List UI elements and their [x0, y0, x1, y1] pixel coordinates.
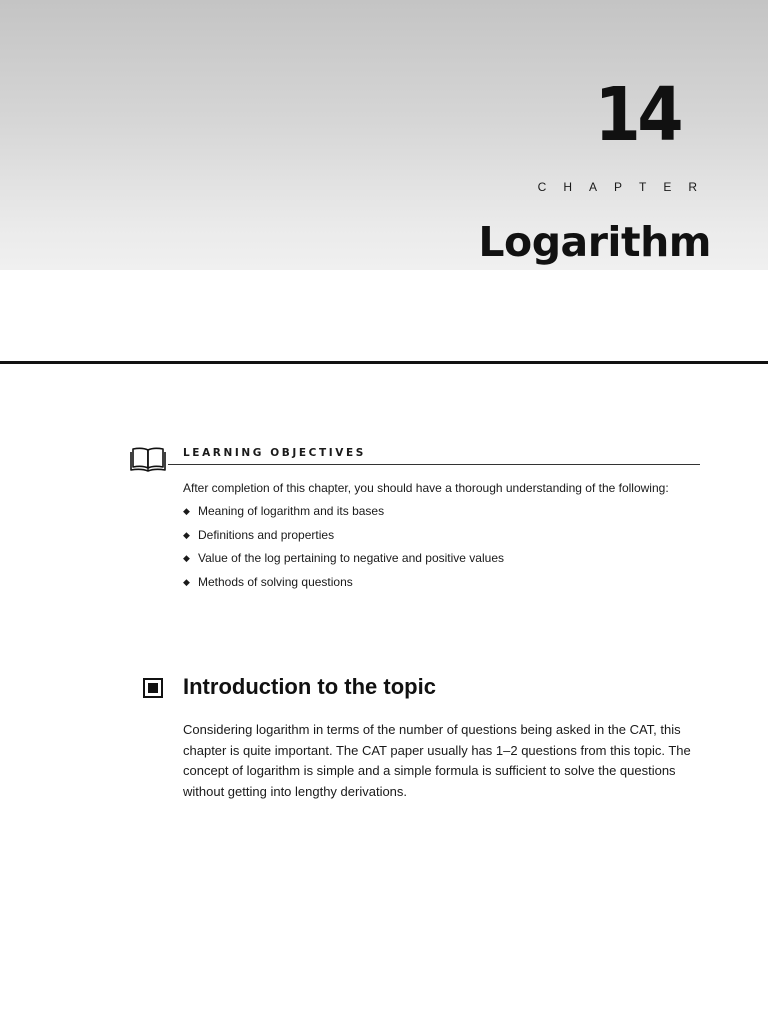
list-item: ◆ Meaning of logarithm and its bases — [183, 504, 385, 518]
list-item: ◆ Value of the log pertaining to negative and positive values — [183, 551, 504, 565]
paragraph-line: concept of logarithm is simple and a simple formula is sufficient to solve the questions — [183, 763, 676, 779]
diamond-bullet-icon: ◆ — [183, 506, 190, 516]
diamond-bullet-icon: ◆ — [183, 529, 190, 540]
diamond-bullet-icon: ◆ — [183, 553, 190, 563]
objectives-divider — [168, 464, 700, 465]
paragraph-line: Considering logarithm in terms of the number of questions being asked in the CAT, this — [183, 722, 681, 737]
learning-objectives-heading: LEARNING OBJECTIVES — [183, 447, 366, 459]
diamond-bullet-icon: ◆ — [183, 576, 190, 587]
chapter-label: CHAPTER — [537, 180, 714, 194]
square-bullet-icon — [143, 678, 163, 698]
intro-paragraph — [183, 720, 723, 803]
chapter-title: Logarithm — [478, 218, 711, 266]
paragraph-line: without getting into lengthy derivations. — [183, 784, 408, 800]
header-divider — [0, 361, 768, 364]
paragraph-line: chapter is quite important. The CAT paper usually has 1–2 questions from this topic. The — [183, 742, 691, 758]
objectives-intro: After completion of this chapter, you should have a thorough understanding of the following: — [183, 481, 669, 495]
list-item: ◆ Methods of solving questions — [183, 574, 353, 589]
open-book-icon — [130, 445, 166, 473]
list-item: ◆ Definitions and properties — [183, 527, 335, 542]
section-title: Introduction to the topic — [183, 674, 436, 699]
objectives-list — [183, 505, 504, 599]
chapter-number: 14 — [594, 72, 680, 158]
